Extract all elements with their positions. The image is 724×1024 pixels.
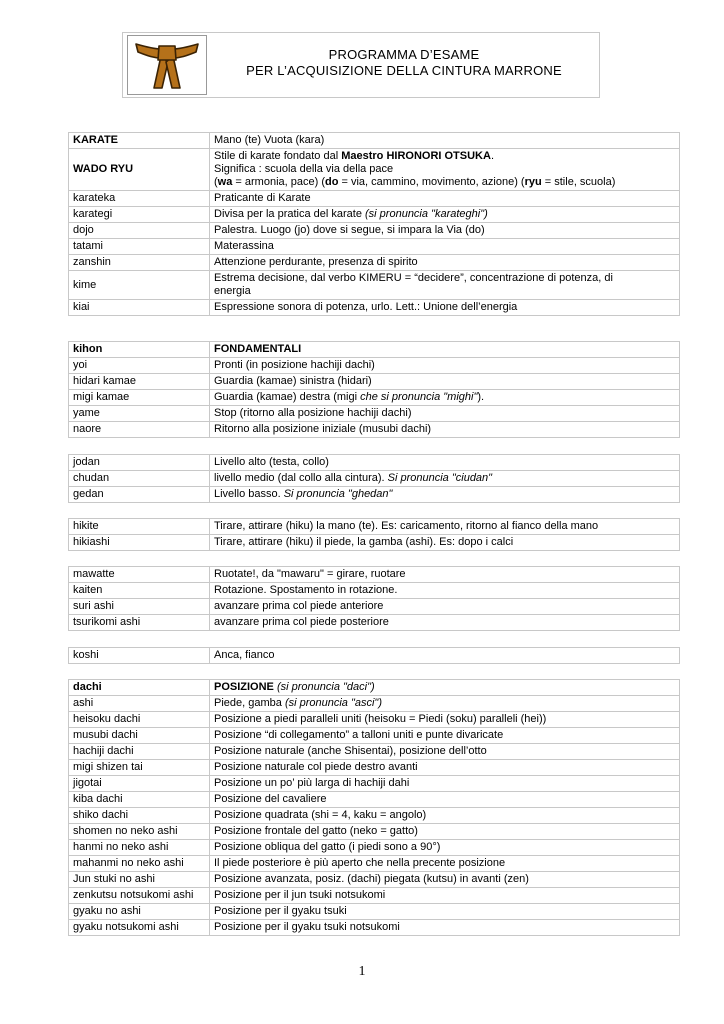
definition-text: Posizione avanzata, posiz. (dachi) piegata (kutsu) in avanti (zen) bbox=[214, 873, 529, 885]
term-cell: zenkutsu notsukomi ashi bbox=[69, 888, 210, 904]
table-row bbox=[69, 390, 680, 406]
page-number: 1 bbox=[358, 964, 366, 979]
definition-cell bbox=[210, 872, 680, 888]
definition-text: Posizione naturale (anche Shisentai), posizione dell’otto bbox=[214, 745, 487, 757]
definition-cell bbox=[210, 904, 680, 920]
term-cell: heisoku dachi bbox=[69, 712, 210, 728]
definition-text: Posizione un po’ più larga di hachiji dahi bbox=[214, 777, 410, 789]
term-cell: yame bbox=[69, 406, 210, 422]
term-cell: kaiten bbox=[69, 583, 210, 599]
definition-text: Espressione sonora di potenza, urlo. Lett.: Unione dell’energia bbox=[214, 301, 518, 313]
definition-text: Palestra. Luogo (jo) dove si segue, si impara la Via (do) bbox=[214, 224, 485, 236]
table-row bbox=[69, 696, 680, 712]
definition-cell bbox=[210, 680, 680, 696]
term-cell: kiba dachi bbox=[69, 792, 210, 808]
table-row bbox=[69, 271, 680, 300]
table-row bbox=[69, 471, 680, 487]
definition-text: Livello alto (testa, collo) bbox=[214, 456, 329, 468]
definition-text: (si pronuncia "karateghi") bbox=[365, 208, 488, 220]
table-row bbox=[69, 300, 680, 316]
definition-cell bbox=[210, 149, 680, 191]
table-row bbox=[69, 342, 680, 358]
definition-text: Mano (te) Vuota (kara) bbox=[214, 134, 325, 146]
definition-text: ( bbox=[214, 176, 218, 188]
table-row bbox=[69, 599, 680, 615]
definition-text: Posizione del cavaliere bbox=[214, 793, 327, 805]
glossary-table bbox=[68, 647, 680, 664]
table-row bbox=[69, 223, 680, 239]
definition-text: Si pronuncia "ghedan" bbox=[283, 488, 393, 500]
definition-cell bbox=[210, 519, 680, 535]
definition-text: Posizione per il gyaku tsuki bbox=[214, 905, 347, 917]
definition-text: do bbox=[324, 176, 339, 188]
definition-text: Tirare, attirare (hiku) la mano (te). Es: caricamento, ritorno al fianco della mano bbox=[214, 520, 599, 532]
definition-text: Posizione frontale del gatto (neko = gatto) bbox=[214, 825, 418, 837]
definition-text: Stile di karate fondato dal bbox=[214, 150, 342, 162]
table-row bbox=[69, 824, 680, 840]
table-row bbox=[69, 872, 680, 888]
table-row bbox=[69, 904, 680, 920]
definition-text: Anca, fianco bbox=[214, 649, 275, 661]
definition-text: (si pronuncia "asci") bbox=[284, 697, 383, 709]
definition-text: Estrema decisione, dal verbo KIMERU = “decidere”, concentrazione di potenza, di bbox=[214, 272, 613, 284]
document-header bbox=[122, 32, 600, 98]
term-cell: naore bbox=[69, 422, 210, 438]
definition-text: Materassina bbox=[214, 240, 274, 252]
definition-cell bbox=[210, 487, 680, 503]
table-row bbox=[69, 207, 680, 223]
definition-text: Divisa per la pratica del karate bbox=[214, 208, 366, 220]
title-line-1: PROGRAMMA D’ESAME bbox=[328, 47, 480, 62]
definition-cell bbox=[210, 583, 680, 599]
table-row bbox=[69, 239, 680, 255]
definition-cell bbox=[210, 300, 680, 316]
table-row bbox=[69, 358, 680, 374]
table-row bbox=[69, 920, 680, 936]
definition-cell bbox=[210, 374, 680, 390]
term-cell: hachiji dachi bbox=[69, 744, 210, 760]
term-cell: mahanmi no neko ashi bbox=[69, 856, 210, 872]
term-cell: shiko dachi bbox=[69, 808, 210, 824]
definition-text: avanzare prima col piede posteriore bbox=[214, 616, 389, 628]
table-row bbox=[69, 840, 680, 856]
table-row bbox=[69, 191, 680, 207]
definition-text: Attenzione perdurante, presenza di spirito bbox=[214, 256, 418, 268]
term-cell: jodan bbox=[69, 455, 210, 471]
table-row bbox=[69, 792, 680, 808]
term-cell: kihon bbox=[69, 342, 210, 358]
term-cell: ashi bbox=[69, 696, 210, 712]
term-cell: shomen no neko ashi bbox=[69, 824, 210, 840]
definition-text: FONDAMENTALI bbox=[214, 343, 302, 355]
term-cell: zanshin bbox=[69, 255, 210, 271]
definition-line bbox=[214, 272, 675, 285]
definition-cell bbox=[210, 535, 680, 551]
definition-cell bbox=[210, 840, 680, 856]
table-row bbox=[69, 648, 680, 664]
definition-text: Tirare, attirare (hiku) il piede, la gamba (ashi). Es: dopo i calci bbox=[214, 536, 514, 548]
glossary-table bbox=[68, 518, 680, 551]
document-title bbox=[213, 47, 595, 79]
term-cell: migi shizen tai bbox=[69, 760, 210, 776]
term-cell: dachi bbox=[69, 680, 210, 696]
definition-cell bbox=[210, 696, 680, 712]
definition-text: che si pronuncia "mighi" bbox=[360, 391, 478, 403]
table-row bbox=[69, 712, 680, 728]
definition-cell bbox=[210, 471, 680, 487]
definition-text: Posizione naturale col piede destro avanti bbox=[214, 761, 418, 773]
glossary-table bbox=[68, 341, 680, 438]
definition-text: livello medio (dal collo alla cintura). bbox=[214, 472, 388, 484]
definition-text: energia bbox=[214, 285, 251, 297]
table-row bbox=[69, 455, 680, 471]
definition-text: Praticante di Karate bbox=[214, 192, 311, 204]
term-cell: suri ashi bbox=[69, 599, 210, 615]
definition-cell bbox=[210, 422, 680, 438]
term-cell: karateka bbox=[69, 191, 210, 207]
definition-text: Posizione “di collegamento” a talloni uniti e punte divaricate bbox=[214, 729, 504, 741]
definition-cell bbox=[210, 358, 680, 374]
title-line-2: PER L’ACQUISIZIONE DELLA CINTURA MARRONE bbox=[246, 63, 562, 78]
definition-cell bbox=[210, 390, 680, 406]
belt-icon bbox=[128, 36, 206, 94]
term-cell: hidari kamae bbox=[69, 374, 210, 390]
table-row bbox=[69, 422, 680, 438]
term-cell: karategi bbox=[69, 207, 210, 223]
definition-text: Pronti (in posizione hachiji dachi) bbox=[214, 359, 375, 371]
term-cell: WADO RYU bbox=[69, 149, 210, 191]
definition-cell bbox=[210, 808, 680, 824]
term-cell: chudan bbox=[69, 471, 210, 487]
definition-cell bbox=[210, 792, 680, 808]
definition-cell bbox=[210, 744, 680, 760]
definition-text: Posizione quadrata (shi = 4, kaku = angolo) bbox=[214, 809, 427, 821]
definition-cell bbox=[210, 599, 680, 615]
definition-text: Significa : scuola della via della pace bbox=[214, 163, 394, 175]
definition-text: Piede, gamba bbox=[214, 697, 285, 709]
term-cell: tsurikomi ashi bbox=[69, 615, 210, 631]
table-row bbox=[69, 615, 680, 631]
definition-text: = armonia, pace) ( bbox=[232, 176, 325, 188]
definition-line bbox=[214, 285, 675, 298]
definition-cell bbox=[210, 271, 680, 300]
definition-text: avanzare prima col piede anteriore bbox=[214, 600, 384, 612]
term-cell: tatami bbox=[69, 239, 210, 255]
term-cell: hanmi no neko ashi bbox=[69, 840, 210, 856]
glossary-table bbox=[68, 132, 680, 316]
term-cell: hikiashi bbox=[69, 535, 210, 551]
definition-cell bbox=[210, 342, 680, 358]
definition-text: wa bbox=[217, 176, 233, 188]
definition-text: Guardia (kamae) sinistra (hidari) bbox=[214, 375, 372, 387]
definition-text: = via, cammino, movimento, azione) ( bbox=[338, 176, 525, 188]
table-row bbox=[69, 406, 680, 422]
definition-text: Posizione obliqua del gatto (i piedi sono a 90°) bbox=[214, 841, 441, 853]
definition-text: Stop (ritorno alla posizione hachiji dachi) bbox=[214, 407, 412, 419]
definition-line bbox=[214, 150, 675, 163]
term-cell: Jun stuki no ashi bbox=[69, 872, 210, 888]
definition-cell bbox=[210, 648, 680, 664]
term-cell: kime bbox=[69, 271, 210, 300]
belt-logo bbox=[127, 35, 207, 95]
term-cell: KARATE bbox=[69, 133, 210, 149]
table-row bbox=[69, 374, 680, 390]
term-cell: koshi bbox=[69, 648, 210, 664]
definition-line bbox=[214, 163, 675, 176]
glossary-table bbox=[68, 679, 680, 936]
term-cell: dojo bbox=[69, 223, 210, 239]
definition-cell bbox=[210, 255, 680, 271]
definition-cell bbox=[210, 455, 680, 471]
table-row bbox=[69, 680, 680, 696]
definition-cell bbox=[210, 133, 680, 149]
definition-text: Livello basso. bbox=[214, 488, 284, 500]
definition-cell bbox=[210, 615, 680, 631]
definition-cell bbox=[210, 567, 680, 583]
definition-cell bbox=[210, 728, 680, 744]
definition-cell bbox=[210, 239, 680, 255]
definition-cell bbox=[210, 712, 680, 728]
table-row bbox=[69, 149, 680, 191]
definition-cell bbox=[210, 856, 680, 872]
definition-text: Posizione per il jun tsuki notsukomi bbox=[214, 889, 386, 901]
term-cell: gyaku no ashi bbox=[69, 904, 210, 920]
table-row bbox=[69, 535, 680, 551]
definition-text: Posizione a piedi paralleli uniti (heisoku = Piedi (soku) paralleli (hei)) bbox=[214, 713, 547, 725]
term-cell: yoi bbox=[69, 358, 210, 374]
table-row bbox=[69, 760, 680, 776]
table-row bbox=[69, 487, 680, 503]
definition-text: Maestro HIRONORI OTSUKA bbox=[341, 150, 491, 162]
definition-text: POSIZIONE bbox=[214, 681, 274, 693]
definition-cell bbox=[210, 760, 680, 776]
table-row bbox=[69, 888, 680, 904]
definition-text: Ritorno alla posizione iniziale (musubi dachi) bbox=[214, 423, 432, 435]
table-row bbox=[69, 255, 680, 271]
table-row bbox=[69, 583, 680, 599]
term-cell: gedan bbox=[69, 487, 210, 503]
term-cell: kiai bbox=[69, 300, 210, 316]
definition-cell bbox=[210, 776, 680, 792]
table-row bbox=[69, 519, 680, 535]
definition-cell bbox=[210, 888, 680, 904]
table-row bbox=[69, 728, 680, 744]
definition-text: Ruotate!, da "mawaru" = girare, ruotare bbox=[214, 568, 406, 580]
table-row bbox=[69, 567, 680, 583]
definition-text: ryu bbox=[524, 176, 542, 188]
definition-text: Posizione per il gyaku tsuki notsukomi bbox=[214, 921, 400, 933]
table-row bbox=[69, 856, 680, 872]
definition-text: Si pronuncia "ciudan" bbox=[387, 472, 493, 484]
table-row bbox=[69, 776, 680, 792]
definition-cell bbox=[210, 207, 680, 223]
term-cell: mawatte bbox=[69, 567, 210, 583]
table-row bbox=[69, 744, 680, 760]
definition-cell bbox=[210, 191, 680, 207]
table-row bbox=[69, 808, 680, 824]
definition-line bbox=[214, 176, 675, 189]
term-cell: migi kamae bbox=[69, 390, 210, 406]
definition-text: . bbox=[490, 150, 495, 162]
definition-cell bbox=[210, 223, 680, 239]
definition-text: ). bbox=[477, 391, 485, 403]
term-cell: gyaku notsukomi ashi bbox=[69, 920, 210, 936]
glossary-table bbox=[68, 454, 680, 503]
definition-text: Rotazione. Spostamento in rotazione. bbox=[214, 584, 398, 596]
definition-cell bbox=[210, 406, 680, 422]
definition-text: Guardia (kamae) destra (migi bbox=[214, 391, 361, 403]
definition-text: Il piede posteriore è più aperto che nella precente posizione bbox=[214, 857, 506, 869]
term-cell: jigotai bbox=[69, 776, 210, 792]
definition-cell bbox=[210, 824, 680, 840]
table-row bbox=[69, 133, 680, 149]
definition-text: (si pronuncia "daci") bbox=[276, 681, 375, 693]
definition-text: = stile, scuola) bbox=[541, 176, 616, 188]
glossary-table bbox=[68, 566, 680, 631]
term-cell: musubi dachi bbox=[69, 728, 210, 744]
definition-cell bbox=[210, 920, 680, 936]
term-cell: hikite bbox=[69, 519, 210, 535]
